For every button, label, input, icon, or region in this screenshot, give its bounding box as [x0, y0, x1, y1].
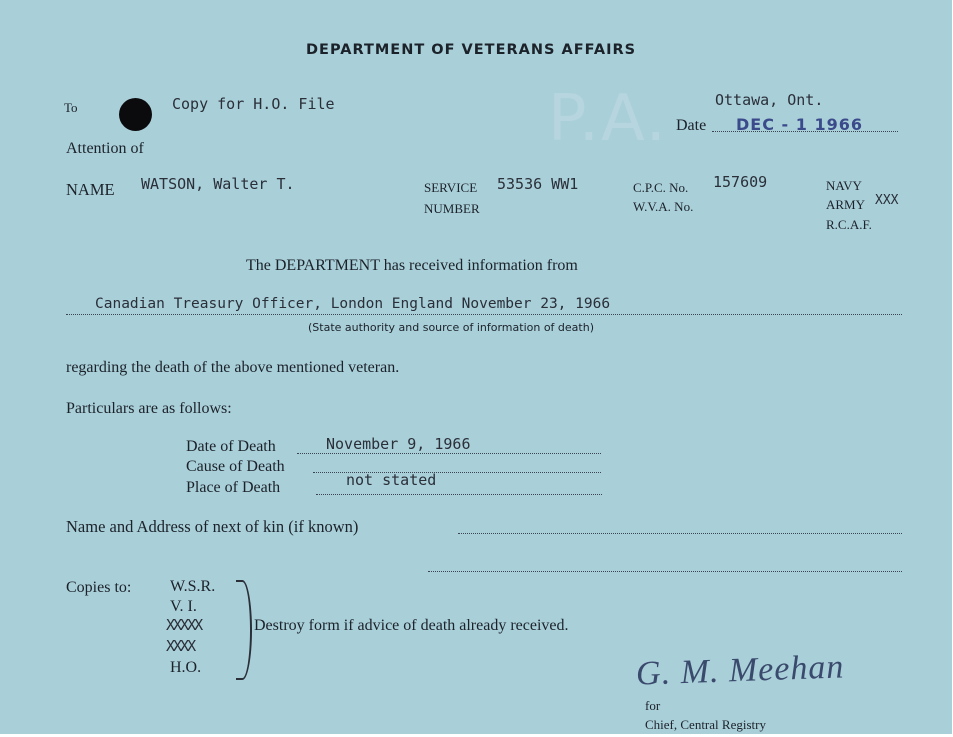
navy-label: NAVY	[826, 178, 862, 193]
copies-bracket	[236, 580, 252, 680]
wva-label: W.V.A. No.	[633, 199, 694, 214]
regarding-text: regarding the death of the above mentioned veteran.	[66, 359, 400, 376]
registry-label: Chief, Central Registry	[645, 717, 766, 732]
number-label: NUMBER	[424, 201, 480, 216]
service-value: 53536 WW1	[497, 175, 579, 193]
army-label: ARMY	[826, 197, 866, 212]
copy-for-value: Copy for H.O. File	[172, 95, 335, 113]
cause-of-death-label: Cause of Death	[186, 458, 285, 475]
source-line	[66, 314, 902, 315]
place-of-death-label: Place of Death	[186, 479, 281, 496]
source-caption: (State authority and source of information of death)	[308, 321, 594, 334]
copies-item-wsr: W.S.R.	[170, 578, 216, 595]
rcaf-label: R.C.A.F.	[826, 217, 872, 232]
copies-item-vi: V. I.	[170, 598, 197, 615]
next-of-kin-line-2	[428, 571, 902, 572]
date-of-death-line	[297, 453, 601, 454]
attention-label: Attention of	[66, 140, 144, 157]
place-of-death-value: not stated	[346, 471, 437, 489]
for-label: for	[645, 698, 661, 713]
copies-item-ho: H.O.	[170, 659, 202, 676]
signature: G. M. Meehan	[635, 648, 845, 693]
place-of-death-line	[316, 494, 602, 495]
destroy-text: Destroy form if advice of death already received.	[254, 617, 569, 634]
department-heading: DEPARTMENT OF VETERANS AFFAIRS	[306, 42, 637, 58]
copies-item-struck-2: XXXX	[166, 637, 195, 655]
date-label: Date	[676, 117, 707, 134]
name-value: WATSON, Walter T.	[141, 175, 295, 193]
next-of-kin-label: Name and Address of next of kin (if known)	[66, 517, 359, 536]
source-value: Canadian Treasury Officer, London England November 23, 1966	[95, 296, 611, 312]
hole-punch	[119, 98, 152, 131]
to-label: To	[64, 100, 78, 115]
date-of-death-label: Date of Death	[186, 438, 276, 455]
city-value: Ottawa, Ont.	[715, 91, 824, 109]
received-text: The DEPARTMENT has received information from	[246, 257, 578, 274]
cpc-value: 157609	[713, 173, 768, 191]
date-stamp: DEC - 1 1966	[736, 115, 863, 134]
name-label: NAME	[66, 180, 115, 199]
particulars-text: Particulars are as follows:	[66, 400, 232, 417]
army-mark: XXX	[875, 193, 899, 208]
stamp-initials: P.A.	[548, 82, 668, 156]
next-of-kin-line-1	[458, 533, 902, 534]
cpc-label: C.P.C. No.	[633, 180, 689, 195]
copies-label: Copies to:	[66, 579, 132, 596]
copies-item-struck-1: XXXXX	[166, 616, 202, 634]
service-label: SERVICE	[424, 180, 478, 195]
date-of-death-value: November 9, 1966	[326, 435, 471, 453]
